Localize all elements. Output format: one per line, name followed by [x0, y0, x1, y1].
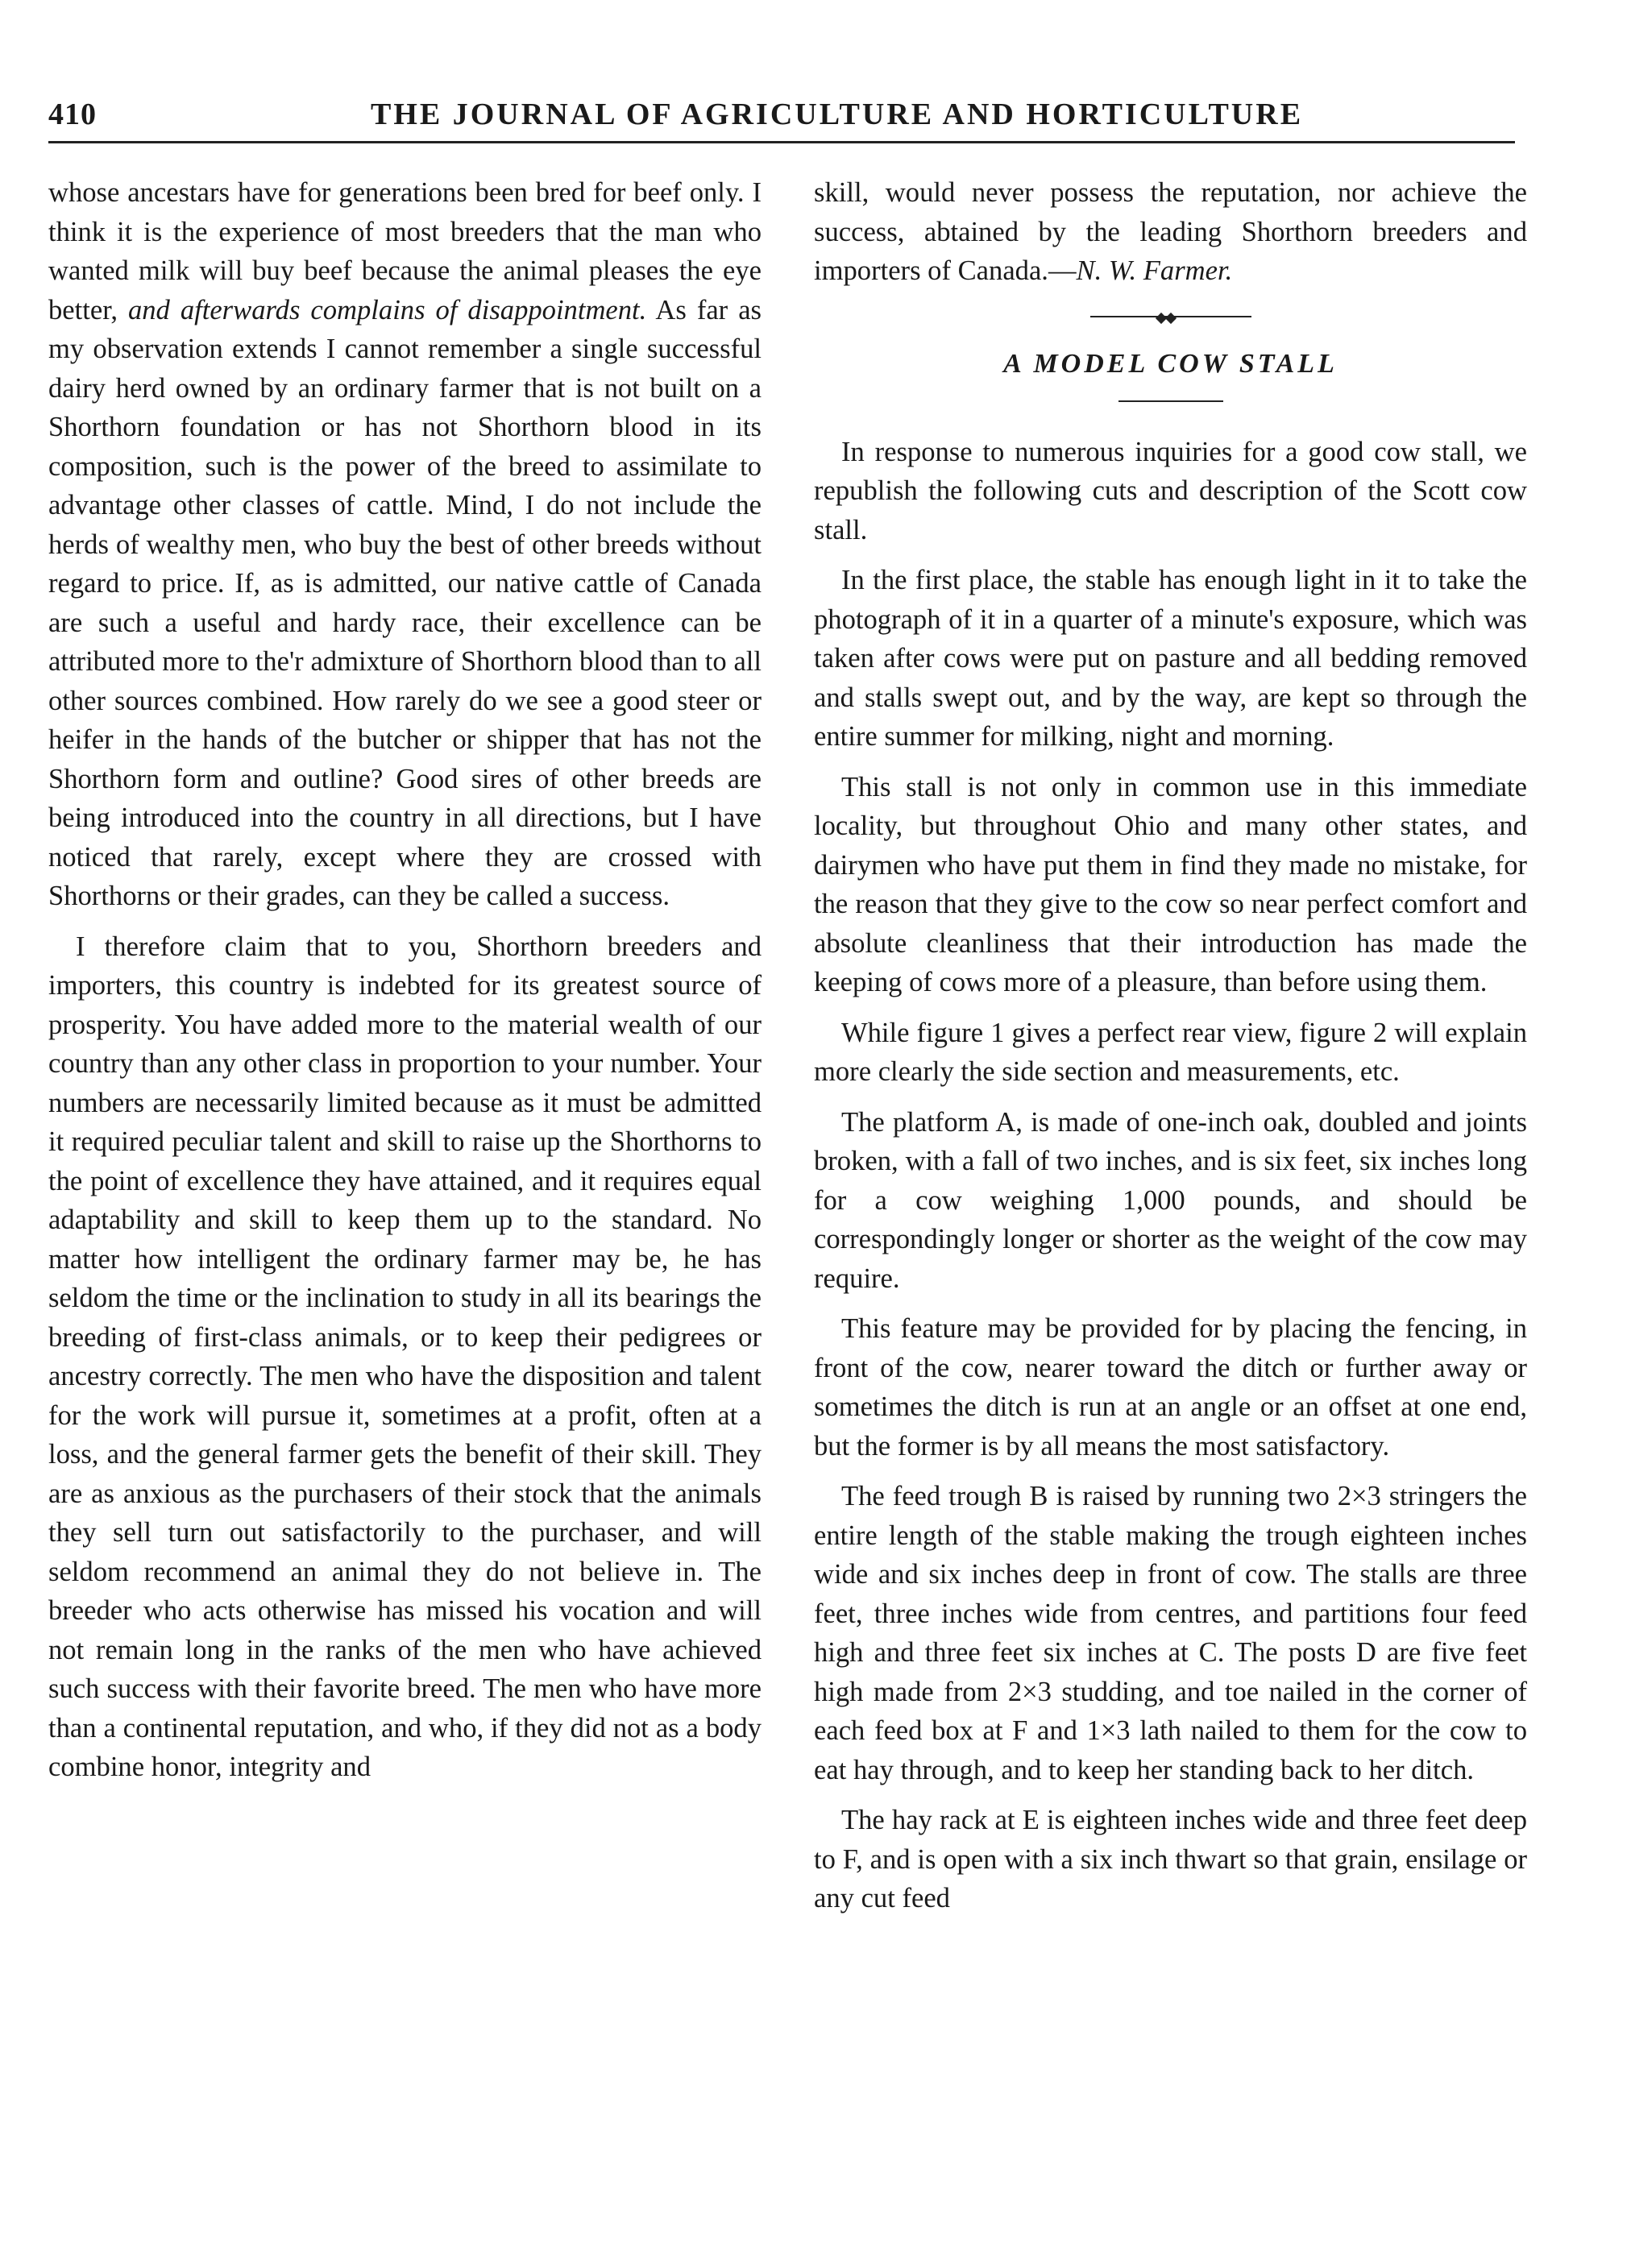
right-paragraph-4: While figure 1 gives a perfect rear view, figure 2 will explain more clearly the side section and measurements, etc.	[814, 1017, 1527, 1087]
byline-source: N. W. Farmer.	[1076, 255, 1233, 286]
right-p0-text: skill, would never possess the reputation, nor achieve the success, abtained by the leading Shorthorn breeders and importers of Canada.—	[814, 177, 1527, 286]
ornament-divider	[1090, 312, 1251, 321]
left-p1-text-a: whose ancestars have for generations been bred for beef only. I think it is the experience of most breeders that the man who wanted milk will buy beef because the animal pleases the eye better,	[48, 177, 762, 325]
right-column	[814, 173, 1527, 1918]
left-column	[48, 173, 762, 1787]
header-rule	[48, 141, 1515, 143]
right-paragraph-3: This stall is not only in common use in this immediate locality, but throughout Ohio and many other states, and dairymen who have put them in find they made no mistake, for the reason that they give to the cow so near perfect comfort and absolute cleanliness that their introduction has made the keeping of cows more of a pleasure, than before using them.	[814, 771, 1527, 997]
right-paragraph-5: The platform A, is made of one-inch oak, doubled and joints broken, with a fall of two inches, and is six feet, six inches long for a cow weighing 1,000 pounds, and should be correspondingly longer or shorter as the weight of the cow may require.	[814, 1106, 1527, 1294]
right-paragraph-6: This feature may be provided for by placing the fencing, in front of the cow, nearer toward the ditch or further away or sometimes the ditch is run at an angle or an offset at one end, but the former is by all means the most satisfactory.	[814, 1313, 1527, 1462]
page-number: 410	[48, 97, 97, 131]
left-p1-text-b: As far as my observation extends I cannot remember a single successful dairy herd owned by an ordinary farmer that is not built on a Shorthorn foundation or has not Shorthorn blood in its composition, such is the power of the breed to assimilate to advantage other classes of cattle. Mind, I do not include the herds of wealthy men, who buy the best of other breeds without regard to price. If, as is admitted, our native cattle of Canada are such a useful and hardy race, their excellence can be attributed more to the'r admixture of Shorthorn blood than to all other sources combined. How rarely do we see a good steer or heifer in the hands of the butcher or shipper that has not the Shorthorn form and outline? Good sires of other breeds are being introduced into the country in all directions, but I have noticed that rarely, except where they are crossed with Shorthorns or their grades, can they be called a success.	[48, 294, 762, 911]
ornament-diamond-icon	[1156, 312, 1185, 321]
right-paragraph-1: In response to numerous inquiries for a good cow stall, we republish the following cuts and description of the Scott cow stall.	[814, 436, 1527, 545]
right-paragraph-8: The hay rack at E is eighteen inches wide and three feet deep to F, and is open with a six inch thwart so that grain, ensilage or any cut feed	[814, 1805, 1527, 1913]
left-p1-emphasis: and afterwards complains of disappointment.	[127, 294, 647, 325]
page-header	[48, 97, 1515, 145]
section-title: A MODEL COW STALL	[1003, 348, 1338, 379]
left-paragraph-2: I therefore claim that to you, Shorthorn breeders and importers, this country is indebted for its greatest source of prosperity. You have added more to the material wealth of our country than any other class in proportion to your number. Your numbers are necessarily limited because as it must be admitted it required peculiar talent and skill to raise up the Shorthorns to the point of excellence they have attained, and it requires equal adaptability and skill to keep them up to the standard. No matter how intelligent the ordinary farmer may be, he has seldom the time or the inclination to study in all its bearings the breeding of first-class animals, or to keep their pedigrees or ancestry correctly. The men who have the disposition and talent for the work will pursue it, sometimes at a profit, often at a loss, and the general farmer gets the benefit of their skill. They are as anxious as the purchasers of their stock that the animals they sell turn out satisfactorily to the purchaser, and will seldom recommend an animal they do not believe in. The breeder who acts otherwise has missed his vocation and will not remain long in the ranks of the men who have achieved such success with their favorite breed. The men who have more than a continental reputation, and who, if they did not as a body combine honor, integrity and	[48, 931, 762, 1782]
title-rule	[1118, 400, 1223, 402]
right-paragraph-2: In the first place, the stable has enough light in it to take the photograph of it in a quarter of a minute's exposure, which was taken after cows were put on pasture and all bedding removed and stalls swept out, and by the way, are kept so through the entire summer for milking, night and morning.	[814, 565, 1527, 752]
right-paragraph-7: The feed trough B is raised by running two 2×3 stringers the entire length of the stable making the trough eighteen inches wide and six inches deep in front of cow. The stalls are three feet, three inches wide from centres, and partitions four feed high and three feet six inches at C. The posts D are five feet high made from 2×3 studding, and toe nailed in the corner of each feed box at F and 1×3 lath nailed to them for the cow to eat hay through, and to keep her standing back to her ditch.	[814, 1481, 1527, 1785]
left-paragraph-1	[48, 173, 762, 916]
running-title: THE JOURNAL OF AGRICULTURE AND HORTICULTURE	[371, 97, 1304, 131]
right-paragraph-0	[814, 173, 1527, 291]
